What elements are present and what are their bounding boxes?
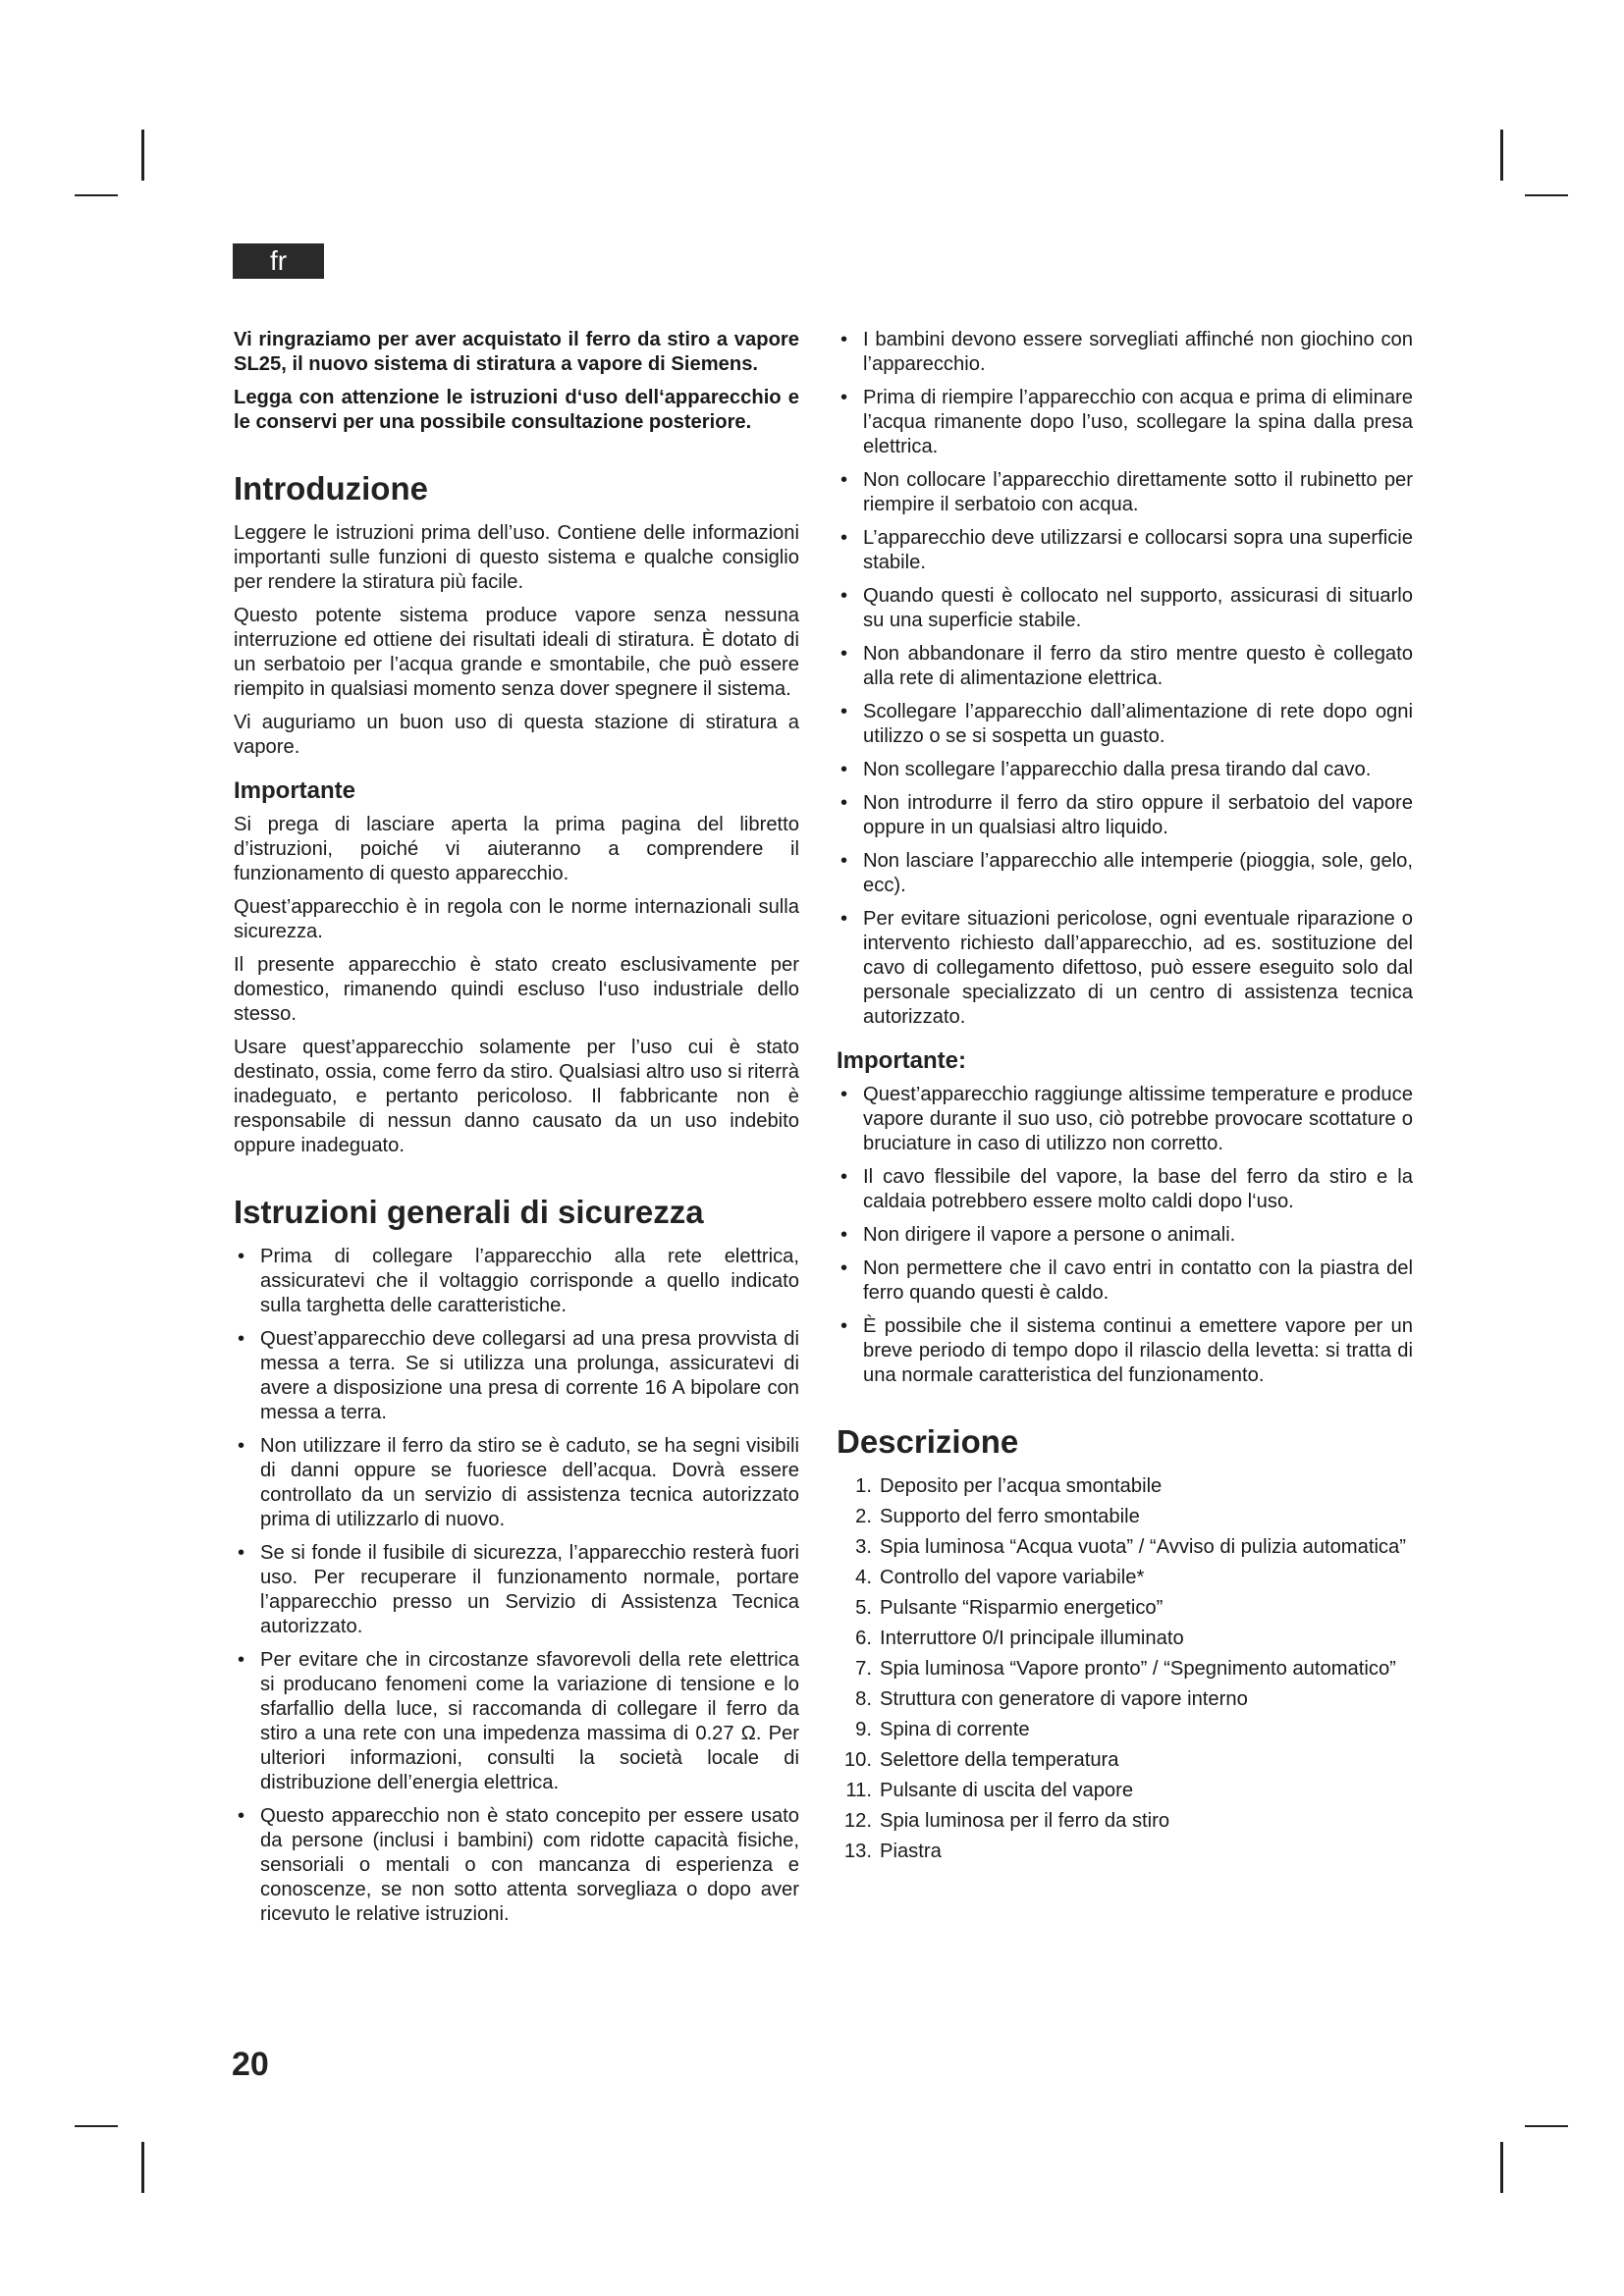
importante-list xyxy=(837,1083,1413,1388)
list-item: • Non abbandonare il ferro da stiro mentre questo è collegato alla rete di alimentazione elettrica. xyxy=(837,642,1413,691)
subsection-title-importante-2: Importante: xyxy=(837,1047,966,1074)
right-column xyxy=(837,328,1413,1870)
list-item xyxy=(837,1687,1413,1712)
item-text: Deposito per l’acqua smontabile xyxy=(880,1475,1163,1497)
description-list xyxy=(837,1474,1413,1864)
item-number: 2. xyxy=(855,1506,872,1527)
crop-mark-bl-horizontal xyxy=(75,2125,118,2127)
crop-mark-tr-vertical xyxy=(1500,130,1503,181)
item-number: 9. xyxy=(855,1719,872,1740)
list-item: • I bambini devono essere sorvegliati affinché non giochino con l’apparecchio. xyxy=(837,328,1413,377)
list-item xyxy=(837,1474,1413,1499)
item-text: Spina di corrente xyxy=(880,1719,1030,1740)
left-column xyxy=(234,328,799,1936)
item-number: 12. xyxy=(843,1810,872,1832)
list-item xyxy=(837,1718,1413,1742)
list-item: • Prima di riempire l’apparecchio con acqua e prima di eliminare l’acqua rimanente dopo l’uso, scollegare la spina dalla presa elettrica. xyxy=(837,386,1413,459)
item-number: 5. xyxy=(855,1597,872,1619)
list-item: • È possibile che il sistema continui a emettere vapore per un breve periodo di tempo dopo il rilascio della levetta: si tratta di una normale caratteristica del funzionamento. xyxy=(837,1314,1413,1388)
list-item xyxy=(837,1596,1413,1621)
introduzione-paragraph: Leggere le istruzioni prima dell’uso. Contiene delle informazioni importanti sulle funzioni di questo sistema e qualche consiglio per rendere la stiratura più facile. xyxy=(234,522,799,593)
item-text: Piastra xyxy=(880,1841,942,1862)
item-text: Supporto del ferro smontabile xyxy=(880,1506,1140,1527)
item-text: Pulsante “Risparmio energetico” xyxy=(880,1597,1164,1619)
language-tab: fr xyxy=(233,243,324,279)
section-title-sicurezza: Istruzioni generali di sicurezza xyxy=(234,1194,704,1230)
list-item xyxy=(837,1779,1413,1803)
list-item xyxy=(837,1505,1413,1529)
intro-read: Legga con attenzione le istruzioni d‘uso dell‘apparecchio e le conservi per una possibile consultazione posteriore. xyxy=(234,387,799,433)
introduzione-paragraph: Vi auguriamo un buon uso di questa stazione di stiratura a vapore. xyxy=(234,712,799,758)
item-number: 10. xyxy=(843,1749,872,1771)
safety-list-left xyxy=(234,1245,799,1927)
item-text: Spia luminosa “Vapore pronto” / “Spegnimento automatico” xyxy=(880,1658,1396,1680)
item-number: 3. xyxy=(855,1536,872,1558)
list-item xyxy=(837,1809,1413,1834)
list-item: • Non collocare l’apparecchio direttamente sotto il rubinetto per riempire il serbatoio con acqua. xyxy=(837,468,1413,517)
item-number: 11. xyxy=(845,1780,872,1801)
importante-paragraph: Quest’apparecchio è in regola con le norme internazionali sulla sicurezza. xyxy=(234,896,799,942)
list-item: • L’apparecchio deve utilizzarsi e collocarsi sopra una superficie stabile. xyxy=(837,526,1413,575)
importante-paragraph: Usare quest’apparecchio solamente per l’uso cui è stato destinato, ossia, come ferro da stiro. Qualsiasi altro uso si riterrà inadeguato, e pertanto pericoloso. Il fabbricante non è responsabile di nessun danno causato da un uso indebito oppure inadeguato. xyxy=(234,1037,799,1156)
crop-mark-tr-horizontal xyxy=(1525,194,1568,196)
intro-thanks: Vi ringraziamo per aver acquistato il ferro da stiro a vapore SL25, il nuovo sistema di stiratura a vapore di Siemens. xyxy=(234,329,799,375)
importante-paragraph: Si prega di lasciare aperta la prima pagina del libretto d’istruzioni, poiché vi aiuteranno a comprendere il funzionamento di questo apparecchio. xyxy=(234,814,799,884)
list-item: • Quando questi è collocato nel supporto, assicurasi di situarlo su una superficie stabile. xyxy=(837,584,1413,633)
crop-mark-bl-vertical xyxy=(141,2142,144,2193)
item-text: Selettore della temperatura xyxy=(880,1749,1119,1771)
list-item: • Non permettere che il cavo entri in contatto con la piastra del ferro quando questi è caldo. xyxy=(837,1256,1413,1306)
list-item: • Quest’apparecchio deve collegarsi ad una presa provvista di messa a terra. Se si utilizza una prolunga, assicuratevi di avere a disposizione una presa di corrente 16 A bipolare con messa a terra. xyxy=(234,1327,799,1425)
item-number: 8. xyxy=(855,1688,872,1710)
item-number: 13. xyxy=(843,1841,872,1862)
page-number: 20 xyxy=(232,2046,269,2083)
item-text: Struttura con generatore di vapore interno xyxy=(880,1688,1248,1710)
list-item xyxy=(837,1840,1413,1864)
importante-paragraph: Il presente apparecchio è stato creato esclusivamente per domestico, rimanendo quindi escluso l‘uso industriale dello stesso. xyxy=(234,954,799,1025)
section-title-introduzione: Introduzione xyxy=(234,470,428,507)
list-item xyxy=(837,1748,1413,1773)
list-item: • Se si fonde il fusibile di sicurezza, l’apparecchio resterà fuori uso. Per recuperare il funzionamento normale, portare l’apparecchio presso un Servizio di Assistenza Tecnica autorizzato. xyxy=(234,1541,799,1639)
item-text: Pulsante di uscita del vapore xyxy=(880,1780,1134,1801)
list-item xyxy=(837,1535,1413,1560)
crop-mark-br-horizontal xyxy=(1525,2125,1568,2127)
list-item: • Il cavo flessibile del vapore, la base del ferro da stiro e la caldaia potrebbero essere molto caldi dopo l‘uso. xyxy=(837,1165,1413,1214)
crop-mark-tl-horizontal xyxy=(75,194,118,196)
list-item xyxy=(837,1566,1413,1590)
item-text: Spia luminosa per il ferro da stiro xyxy=(880,1810,1170,1832)
item-text: Spia luminosa “Acqua vuota” / “Avviso di pulizia automatica” xyxy=(880,1536,1406,1558)
crop-mark-tl-vertical xyxy=(141,130,144,181)
list-item: • Non dirigere il vapore a persone o animali. xyxy=(837,1223,1413,1248)
section-title-descrizione: Descrizione xyxy=(837,1423,1019,1460)
item-number: 7. xyxy=(855,1658,872,1680)
list-item: • Non scollegare l’apparecchio dalla presa tirando dal cavo. xyxy=(837,758,1413,782)
list-item xyxy=(837,1627,1413,1651)
item-number: 1. xyxy=(855,1475,872,1497)
list-item: • Scollegare l’apparecchio dall’alimentazione di rete dopo ogni utilizzo o se si sospetta un guasto. xyxy=(837,700,1413,749)
list-item: • Per evitare situazioni pericolose, ogni eventuale riparazione o intervento richiesto dall’apparecchio, ad es. sostituzione del cavo di collegamento difettoso, può essere eseguito solo dal personale specializzato di un centro di assistenza tecnica autorizzato. xyxy=(837,907,1413,1030)
item-text: Interruttore 0/I principale illuminato xyxy=(880,1628,1184,1649)
list-item: • Prima di collegare l’apparecchio alla rete elettrica, assicuratevi che il voltaggio corrisponde a quello indicato sulla targhetta delle caratteristiche. xyxy=(234,1245,799,1318)
list-item: • Non utilizzare il ferro da stiro se è caduto, se ha segni visibili di danni oppure se fuoriesce dell’acqua. Dovrà essere controllato da un servizio di assistenza tecnica autorizzato prima di utilizzarlo di nuovo. xyxy=(234,1434,799,1532)
list-item: • Non lasciare l’apparecchio alle intemperie (pioggia, sole, gelo, ecc). xyxy=(837,849,1413,898)
item-number: 6. xyxy=(855,1628,872,1649)
item-text: Controllo del vapore variabile* xyxy=(880,1567,1145,1588)
list-item: • Per evitare che in circostanze sfavorevoli della rete elettrica si producano fenomeni come la variazione di tensione e lo sfarfallio della luce, si raccomanda di collegare il ferro da stiro a una rete con una impedenza massima di 0.27 Ω. Per ulteriori informazioni, consulti la società locale di distribuzione dell’energia elettrica. xyxy=(234,1648,799,1795)
subsection-title-importante: Importante xyxy=(234,777,356,804)
list-item xyxy=(837,1657,1413,1682)
list-item: • Non introdurre il ferro da stiro oppure il serbatoio del vapore oppure in un qualsiasi altro liquido. xyxy=(837,791,1413,840)
safety-list-right xyxy=(837,328,1413,1030)
introduzione-paragraph: Questo potente sistema produce vapore senza nessuna interruzione ed ottiene dei risultati ideali di stiratura. È dotato di un serbatoio per l’acqua grande e smontabile, che può essere riempito in qualsiasi momento senza dover spegnere il sistema. xyxy=(234,605,799,700)
list-item: • Questo apparecchio non è stato concepito per essere usato da persone (inclusi i bambini) com ridotte capacità fisiche, sensoriali o mentali o con mancanza di esperienza e conoscenze, se non sotto attenta sorvegliaza o dopo aver ricevuto le relative istruzioni. xyxy=(234,1804,799,1927)
list-item: • Quest’apparecchio raggiunge altissime temperature e produce vapore durante il suo uso, ciò potrebbe provocare scottature o bruciature in caso di utilizzo non corretto. xyxy=(837,1083,1413,1156)
crop-mark-br-vertical xyxy=(1500,2142,1503,2193)
item-number: 4. xyxy=(855,1567,872,1588)
